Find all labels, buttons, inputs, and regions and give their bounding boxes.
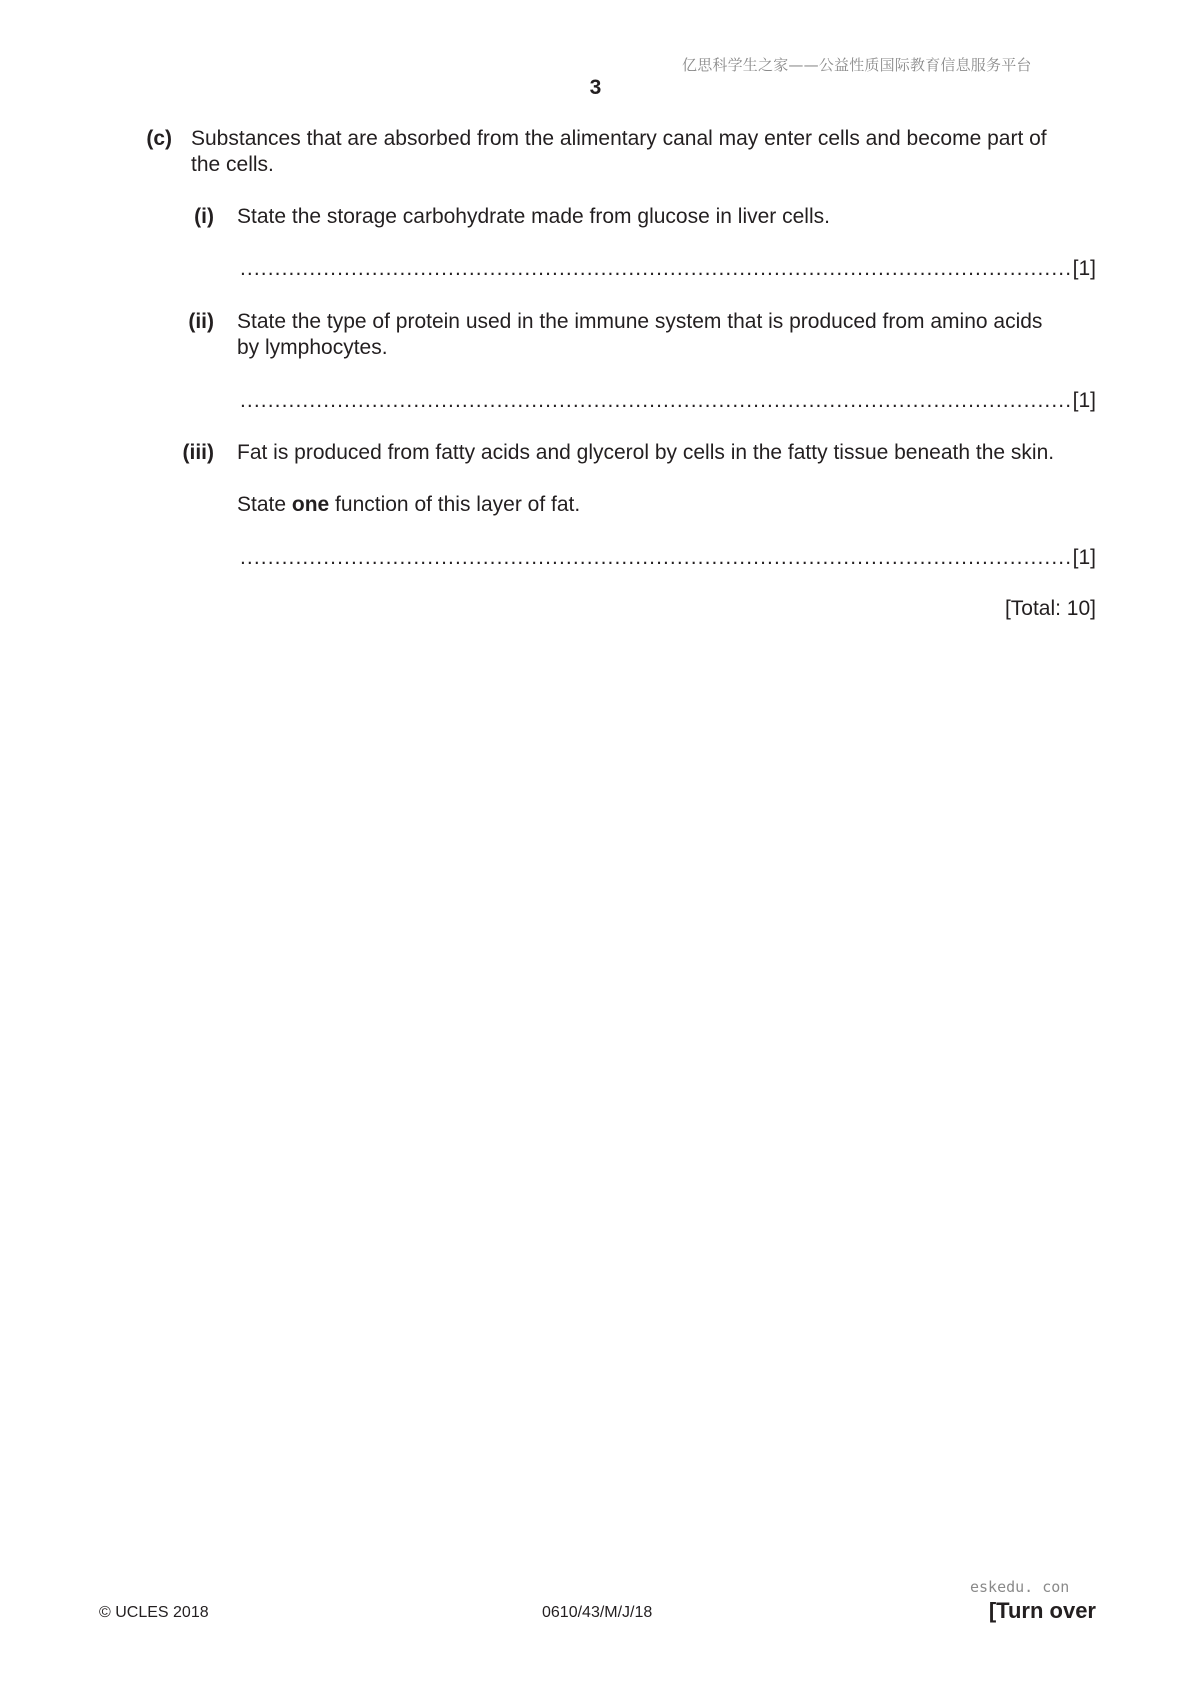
answer-dots	[240, 388, 1073, 414]
part-iii-mark: [1]	[1072, 546, 1096, 569]
part-i-mark: [1]	[1072, 257, 1096, 280]
question-c-stem-line1: Substances that are absorbed from the alimentary canal may enter cells and become part of	[191, 127, 1047, 150]
answer-dots	[240, 545, 1073, 571]
footer-paper-code: 0610/43/M/J/18	[542, 1604, 653, 1621]
part-ii-question-line1: State the type of protein used in the immune system that is produced from amino acids	[237, 310, 1043, 333]
part-iii-instruction	[237, 492, 580, 518]
footer-copyright: © UCLES 2018	[99, 1604, 209, 1621]
instruction-post: function of this layer of fat.	[329, 493, 581, 516]
part-i-label: (i)	[194, 205, 214, 228]
instruction-pre: State	[237, 493, 292, 516]
part-iii-question: Fat is produced from fatty acids and glycerol by cells in the fatty tissue beneath the skin.	[237, 441, 1055, 464]
part-ii-mark: [1]	[1072, 389, 1096, 412]
footer-site-watermark: eskedu. con	[970, 1578, 1070, 1596]
question-c-stem-line2: the cells.	[191, 153, 274, 176]
question-total: [Total: 10]	[1004, 597, 1096, 620]
part-i-question: State the storage carbohydrate made from glucose in liver cells.	[237, 205, 830, 228]
answer-dots	[240, 256, 1073, 282]
part-ii-question-line2: by lymphocytes.	[237, 336, 388, 359]
part-ii-label: (ii)	[188, 310, 214, 333]
part-ii-answer-line[interactable]	[240, 388, 1096, 414]
instruction-emphasis: one	[291, 493, 330, 516]
part-iii-label: (iii)	[182, 441, 214, 464]
page-number: 3	[589, 76, 602, 99]
part-iii-answer-line[interactable]	[240, 545, 1096, 571]
footer-turn-over: [Turn over	[988, 1598, 1096, 1623]
header-watermark: 亿思科学生之家——公益性质国际教育信息服务平台	[682, 56, 1032, 74]
question-c-label: (c)	[146, 127, 172, 150]
part-i-answer-line[interactable]	[240, 256, 1096, 282]
